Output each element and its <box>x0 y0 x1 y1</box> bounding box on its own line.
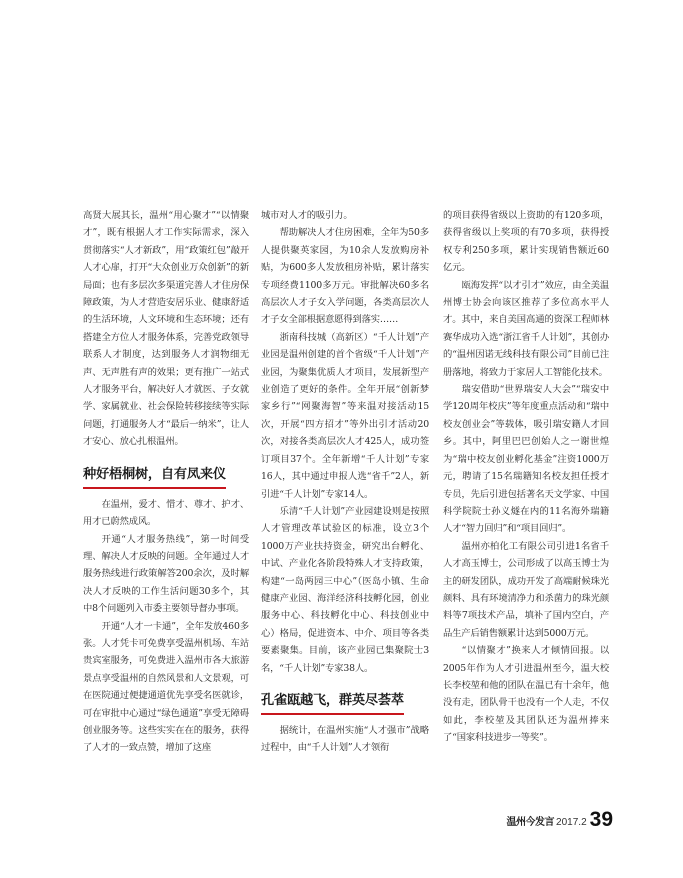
paragraph: 据统计，在温州实施“人才强市”战略过程中，由“千人计划”人才领衔 <box>261 724 429 754</box>
paragraph: 开通“人才服务热线”，第一时间受理、解决人才反映的问题。全年通过人才服务热线进行政策解答200余次，及时解决人才反映的工作生活问题30多个，其中8个问题列入市委主要领导督办事项。 <box>83 533 249 615</box>
paragraph: “以情聚才”换来人才倾情回报。以2005年作为人才引进温州至今，温大校长李校堃和他的团队在温已有十余年，他没有走，团队骨干也没有一个人走，不仅如此，李校堃及其团队还为温州捧来了“国家科技进步一等奖”。 <box>443 645 609 744</box>
section-heading-text: 种好梧桐树，自有凤来仪 <box>83 465 226 489</box>
magazine-name: 温州今发言 <box>506 817 555 828</box>
paragraph: 乐清“千人计划”产业园建设则是按照人才管理改革试验区的标准，设立3个1000万产业扶持资金，研究出台孵化、中试、产业化各阶段特殊人才支持政策，构建“一岛两园三中心”（医岛小镇、生命健康产业园、海洋经济科技孵化园，创业服务中心、科技孵化中心、科技创业中心）格局，促进资本、中介、项目等各类要素聚集。目前，该产业园已集聚院士3名，“千人计划”专家38人。 <box>261 505 429 674</box>
issue-number: 2017.2 <box>556 817 587 828</box>
paragraph: 温州亦柏化工有限公司引进1名省千人才高玉博士，公司形成了以高玉博士为主的研发团队，成功开发了高端耐候珠光颜料、具有环境清净力和杀菌力的珠光颜料等7项技术产品，填补了国内空白，产品生产后销售额累计达到5000万元。 <box>443 540 609 639</box>
paragraph: 浙南科技城（高新区）“千人计划”产业园是温州创建的首个省级“千人计划”产业园，为聚集优质人才项目，发展新型产业创造了更好的条件。全年开展“创新梦家乡行”“网聚海智”等来温对接活动15次，开展“四方招才”等外出引才活动20次，对接各类高层次人才425人，成功签订项目37个。全年新增“千人计划”专家16人，其中通过申报人选“省千”2人，新引进“千人计划”专家14人。 <box>261 331 429 500</box>
section-heading-text: 孔雀瓯越飞，群英尽荟萃 <box>261 691 404 715</box>
paragraph: 帮助解决人才住房困难，全年为50多人提供聚英家园，为10余人发放购房补贴，为600多人发放租房补贴，累计落实专项经费1100多万元。审批解决60多名高层次人才子女入学问题，各类高层次人才子女全部根据意愿得到落实…… <box>261 227 429 326</box>
section-heading-kongque <box>261 691 429 715</box>
paragraph: 开通“人才一卡通”，全年发放460多张。人才凭卡可免费享受温州机场、车站贵宾室服务，可免费进入温州市各大旅游景点享受温州的自然风景和人文景观，可在医院通过便捷通道优先享受名医就诊，可在审批中心通过“绿色通道”享受无障碍创业服务等。这些实实在在的服务，获得了人才的一致点赞，增加了这座 <box>83 620 249 754</box>
paragraph: 的项目获得省级以上资助的有120多项，获得省级以上奖项的有70多项，获得授权专利250多项，累计实现销售额近60亿元。 <box>443 210 609 274</box>
section-heading-wutong <box>83 465 249 489</box>
column-left <box>83 207 249 757</box>
paragraph: 瓯海发挥“以才引才”效应，由全美温州博士协会向该区推荐了多位高水平人才。其中，来自美国高通的资深工程师林赛华成功入选“浙江省千人计划”，其创办的“温州因诺无线科技有限公司”目前已注册落地，将致力于家居人工智能化技术。 <box>443 279 609 378</box>
column-middle <box>261 207 429 757</box>
page-number: 39 <box>589 808 613 831</box>
column-right <box>443 207 609 747</box>
paragraph: 在温州，爱才、惜才、尊才、护才、用才已蔚然成风。 <box>83 498 249 528</box>
paragraph: 城市对人才的吸引力。 <box>261 210 353 221</box>
page-footer <box>507 810 613 830</box>
paragraph: 高贤大展其长，温州“用心聚才”“以情聚才”，既有根据人才工作实际需求，深入贯彻落实“人才新政”，用“政策红包”敲开人才心扉，打开“大众创业万众创新”的新局面；也有多层次多渠道完善人才住房保障政策，为人才营造安居乐业、健康舒适的生活环境，人文环境和生态环境；还有搭建全方位人才服务体系，完善党政领导联系人才制度，达到服务人才润物细无声、无声胜有声的效果；更有推广一站式人才服务平台，解决好人才就医、子女就学、家属就业、社会保险转移接续等实际问题，打通服务人才“最后一纳米”，让人才安心、放心扎根温州。 <box>83 210 249 448</box>
paragraph: 瑞安借助“世界瑞安人大会”“瑞安中学120周年校庆”等年度重点活动和“瑞中校友创业会”等载体，吸引瑞安籍人才回乡。其中，阿里巴巴创始人之一谢世煌为“瑞中校友创业孵化基金”注资1000万元，聘请了15名瑞籍知名校友担任授才专员，先后引进包括著名天文学家、中国科学院院士孙义燧在内的11名海外瑞籍人才“智力回归”和“项目回归”。 <box>443 384 609 535</box>
